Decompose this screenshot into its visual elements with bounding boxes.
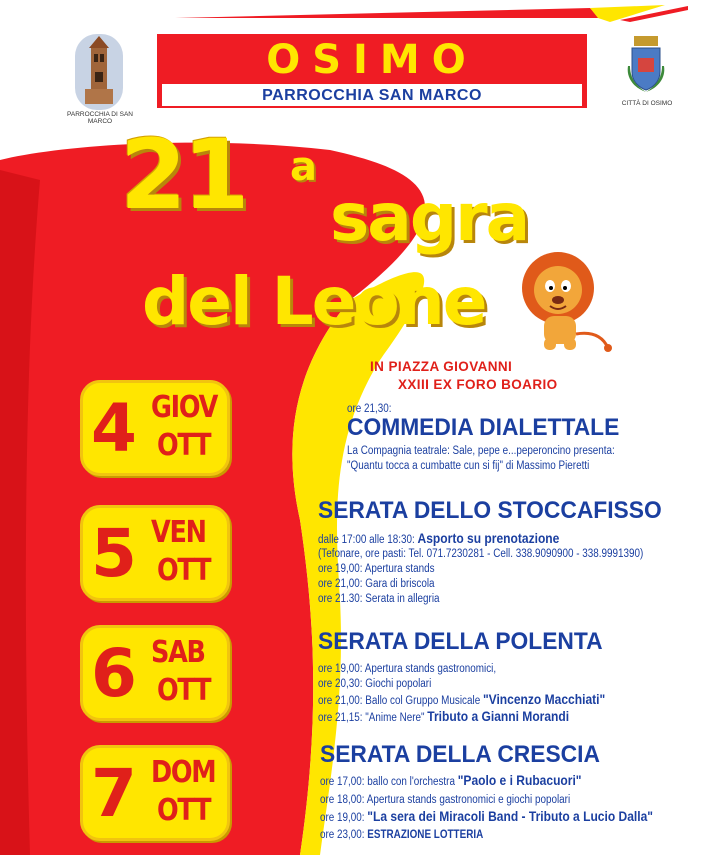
date-weekday: GIOV: [151, 390, 218, 425]
event-highlight: Tributo a Gianni Morandi: [427, 708, 570, 724]
date-month: OTT: [157, 793, 211, 828]
left-logo-caption: PARROCCHIA DI SAN MARCO: [67, 111, 133, 125]
date-month: OTT: [157, 553, 211, 588]
date-weekday: DOM: [151, 755, 216, 790]
parish-subtitle: PARROCCHIA SAN MARCO: [162, 84, 582, 106]
coat-of-arms-icon: [626, 36, 666, 94]
event-time: ore 17,00:: [320, 776, 365, 788]
event-activity: Apertura stands gastronomici,: [364, 663, 497, 675]
date-badge: [80, 745, 230, 841]
date-weekday: SAB: [151, 635, 205, 670]
event-detail: [318, 592, 440, 607]
date-number: 5: [91, 515, 135, 592]
event-detail: [320, 793, 570, 808]
event-activity: Apertura stands: [364, 563, 435, 575]
date-number: 7: [91, 755, 135, 832]
event-activity: Serata in allegria: [365, 593, 440, 605]
event-name-line2: del Leone: [142, 263, 486, 340]
event-activity: Giochi popolari: [365, 678, 432, 690]
right-logo-caption: CITTÀ DI OSIMO: [621, 100, 673, 107]
event-title: SERATA DELLO STOCCAFISSO: [318, 497, 662, 524]
event-title: SERATA DELLA CRESCIA: [320, 741, 600, 768]
event-activity: Gara di briscola: [365, 578, 435, 590]
event-time: ore 21,30:: [347, 403, 392, 415]
event-detail: [318, 531, 559, 548]
event-highlight: ESTRAZIONE LOTTERIA: [367, 829, 484, 841]
event-detail: "Quantu tocca a cumbatte cun si fij" di Massimo Pieretti: [347, 460, 590, 472]
event-time: ore 19,00:: [320, 812, 365, 824]
event-activity: Ballo col Gruppo Musicale: [365, 695, 481, 707]
event-time: ore 18,00:: [320, 794, 365, 806]
event-highlight: "Paolo e i Rubacuori": [457, 772, 582, 788]
date-number: 4: [91, 390, 135, 467]
event-detail: [320, 773, 582, 790]
city-title: OSIMO: [266, 37, 478, 83]
event-time: ore 21,00:: [318, 695, 363, 707]
event-detail: La Compagnia teatrale: Sale, pepe e...peperoncino presenta:: [347, 445, 615, 457]
event-time: ore 19,00:: [318, 563, 363, 575]
lion-mascot-icon: [520, 250, 615, 355]
event-time: ore 21.30:: [318, 593, 363, 605]
edition-suffix: a: [290, 144, 317, 190]
event-detail: [318, 692, 605, 709]
event-detail: [318, 662, 496, 677]
date-number: 6: [91, 635, 135, 712]
event-name-line1: sagra: [330, 179, 529, 256]
event-title: SERATA DELLA POLENTA: [318, 628, 603, 655]
bell-tower-logo-icon: [75, 34, 123, 110]
event-time: ore 23,00:: [320, 829, 365, 841]
date-weekday: VEN: [151, 515, 206, 550]
event-detail: [318, 709, 569, 726]
event-detail: [318, 577, 435, 592]
event-activity: Asporto su prenotazione: [417, 530, 560, 546]
event-time: ore 20,30:: [318, 678, 363, 690]
event-detail: (Tefonare, ore pasti: Tel. 071.7230281 - Cell. 338.9090900 - 338.9991390): [318, 548, 644, 560]
event-time: dalle 17:00 alle 18:30:: [318, 534, 415, 546]
event-highlight: "Vincenzo Macchiati": [482, 691, 606, 707]
event-activity: Apertura stands gastronomici e giochi popolari: [366, 794, 571, 806]
date-month: OTT: [157, 428, 211, 463]
event-time: ore 21,15:: [318, 712, 363, 724]
event-detail: [318, 562, 435, 577]
event-title: COMMEDIA DIALETTALE: [347, 414, 620, 441]
event-activity: ballo con l'orchestra: [367, 776, 455, 788]
event-detail: [318, 677, 431, 692]
event-time: ore 19,00:: [318, 663, 363, 675]
edition-number: 21: [120, 119, 246, 231]
event-detail: [320, 828, 483, 843]
location-line1: IN PIAZZA GIOVANNI: [370, 359, 513, 374]
event-time: ore 21,00:: [318, 578, 363, 590]
location-line2: XXIII EX FORO BOARIO: [398, 377, 558, 392]
date-badge: [80, 625, 230, 721]
date-badge: [80, 380, 230, 476]
date-month: OTT: [157, 673, 211, 708]
date-badge: [80, 505, 230, 601]
event-activity: "Anime Nere": [365, 712, 425, 724]
event-highlight: "La sera dei Miracoli Band - Tributo a Lucio Dalla": [367, 808, 654, 824]
event-detail: [320, 809, 653, 826]
